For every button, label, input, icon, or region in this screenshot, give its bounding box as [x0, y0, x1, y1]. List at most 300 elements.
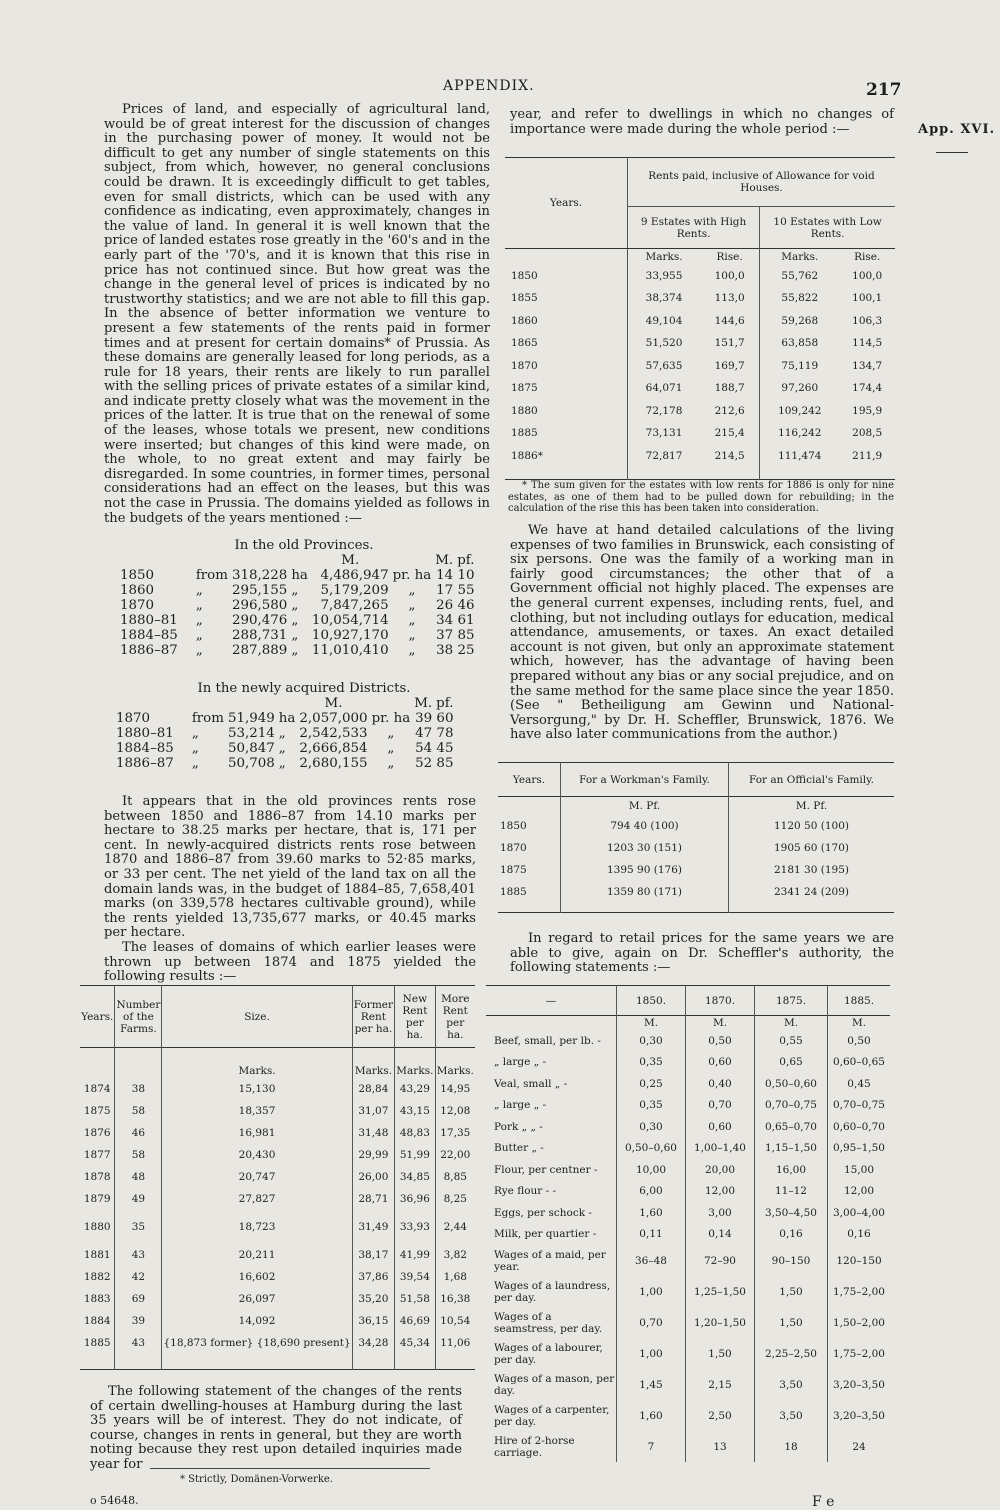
col-1885: 1885. — [843, 994, 875, 1007]
table-cell: 16,38 — [440, 1292, 471, 1305]
stat-per-ha: „ — [387, 741, 395, 756]
table-cell: 0,55 — [755, 1030, 828, 1052]
item-label: Wages of a labourer, per day. — [486, 1338, 617, 1369]
stat-per-ha: „ — [408, 628, 416, 643]
table-cell: 114,5 — [852, 337, 883, 350]
new-districts-block — [104, 681, 484, 771]
col-years: Years. — [80, 986, 115, 1048]
stat-row — [114, 741, 455, 756]
table-row — [486, 1116, 890, 1138]
stat-hectares: 51,949 — [227, 711, 275, 726]
table-cell: 72,817 — [645, 449, 683, 462]
table-cell: 55,762 — [781, 269, 819, 282]
stat-year: 1886–87 — [120, 643, 178, 658]
table-cell: 0,50–0,60 — [755, 1073, 828, 1095]
table-row — [505, 265, 895, 288]
item-label: Wages of a carpenter, per day. — [486, 1400, 617, 1431]
item-label: Butter „ - — [486, 1138, 617, 1160]
item-label: Rye flour - - — [486, 1181, 617, 1203]
table-row — [80, 1100, 475, 1122]
table-cell: 1,20–1,50 — [686, 1307, 755, 1338]
table-cell: 49,104 — [645, 314, 683, 327]
table-cell: 29,99 — [352, 1144, 395, 1166]
table-row — [505, 445, 895, 468]
table-row — [486, 1224, 890, 1246]
stat-from: from — [195, 568, 228, 583]
stat-hectares: 53,214 — [227, 726, 275, 741]
table-cell: 1203 30 (151) — [561, 837, 729, 859]
item-label: Beef, small, per lb. - — [486, 1030, 617, 1052]
paragraph-brunswick: We have at hand detailed calculations of the living expenses of two families in Brunswick, each consisting of six persons. One was the family of a working man in fairly good circumstances; the other that of a Government official not highly placed. The expenses are the general current expenses, including rents, fuel, and clothing, but not including outlays for education, medical attendance, amusements, or taxes. An exact detailed account is not given, but only an approximate statement which, however, has the advantage of having been prepared without any bias or any social prejudice, and on the same method for the same place since the year 1850. (See " Betheiligung am Gewinn und National-Versorgung," by Dr. H. Scheffler, Brunswick, 1876. We have also later communications from the author.) — [510, 523, 894, 743]
stat-from: „ — [195, 583, 203, 598]
table-cell: 188,7 — [700, 377, 760, 400]
table-cell: 1,15–1,50 — [755, 1138, 828, 1160]
table-cell: 0,60 — [686, 1052, 755, 1074]
table-cell: 16,00 — [755, 1159, 828, 1181]
stat-total-marks: 5,179,209 — [320, 583, 389, 598]
unit-rise: Rise. — [854, 250, 881, 263]
stat-pfennig: 85 — [436, 756, 454, 771]
table-cell: 15,00 — [843, 1163, 875, 1176]
table-cell: 90–150 — [755, 1245, 828, 1276]
table-cell: 1,50–2,00 — [832, 1316, 885, 1329]
table-cell: 1,75–2,00 — [832, 1285, 885, 1298]
stat-total-marks: 10,054,714 — [311, 613, 389, 628]
table-cell: 0,70–0,75 — [755, 1095, 828, 1117]
table-row — [486, 1400, 890, 1431]
table-row — [486, 1138, 890, 1160]
stat-total-marks: 10,927,170 — [311, 628, 389, 643]
table-row — [498, 815, 894, 837]
unit-m: M. — [617, 1016, 686, 1031]
stat-row — [118, 613, 477, 628]
table-cell: 1,50 — [755, 1276, 828, 1307]
page-number: 217 — [866, 80, 902, 100]
stat-row — [118, 598, 477, 613]
table-cell: 34,28 — [352, 1332, 395, 1354]
stat-ha: „ — [278, 756, 286, 771]
table-cell: 0,16 — [755, 1224, 828, 1246]
table-cell: 174,4 — [852, 382, 883, 395]
retail-prices-table — [486, 985, 890, 1462]
col-years: Years. — [505, 158, 628, 249]
paragraph-retail: In regard to retail prices for the same years we are able to give, again on Dr. Scheffler's authority, the following statements :— — [510, 931, 894, 976]
table-cell: 116,242 — [778, 427, 822, 440]
table-cell: 12,00 — [843, 1185, 875, 1198]
old-provinces-title: In the old Provinces. — [234, 538, 374, 553]
table-cell: 48,83 — [395, 1122, 435, 1144]
stat-ha: „ — [278, 726, 286, 741]
col-farms: Number of the Farms. — [115, 986, 162, 1048]
table-row — [80, 1078, 475, 1100]
stat-per-ha: „ — [408, 598, 416, 613]
table-cell: 1885 — [80, 1332, 115, 1354]
table-cell: 0,65 — [755, 1052, 828, 1074]
table-cell: 51,520 — [645, 337, 683, 350]
stat-per-ha: „ — [387, 756, 395, 771]
table-cell: 28,71 — [352, 1188, 395, 1210]
stat-year: 1870 — [120, 598, 155, 613]
old-provinces-head — [118, 553, 477, 568]
table-cell: 49 — [115, 1188, 162, 1210]
table-cell: 1879 — [80, 1188, 115, 1210]
stat-hectares: 296,580 — [231, 598, 288, 613]
paragraph-leases: The leases of domains of which earlier leases were thrown up between 1874 and 1875 yielded the following results :— — [104, 939, 476, 985]
running-title: APPENDIX. — [443, 78, 535, 94]
unit-label — [115, 1048, 162, 1078]
table-cell: 1878 — [80, 1166, 115, 1188]
stat-row — [118, 583, 477, 598]
table-cell: 2181 30 (195) — [774, 863, 849, 876]
unit-label: Marks. — [436, 1064, 474, 1077]
stat-row — [114, 756, 455, 771]
table-cell: 41,99 — [395, 1244, 435, 1266]
head-m2: M. — [435, 553, 454, 568]
table-row — [505, 377, 895, 400]
table-cell: 1877 — [80, 1144, 115, 1166]
table-cell: 43,15 — [395, 1100, 435, 1122]
year-cell: 1855 — [505, 287, 628, 310]
table-cell: 0,30 — [617, 1116, 686, 1138]
new-districts-table — [114, 696, 455, 771]
unit-official: M. Pf. — [795, 799, 828, 812]
stat-pfennig: 61 — [457, 613, 475, 628]
stat-hectares: 318,228 — [231, 568, 288, 583]
stat-pfennig: 55 — [457, 583, 475, 598]
item-label: Flour, per centner - — [486, 1159, 617, 1181]
table-row — [486, 1073, 890, 1095]
table-row — [80, 1288, 475, 1310]
table-cell: 113,0 — [700, 287, 760, 310]
unit-label: Marks. — [395, 1048, 435, 1078]
stat-ha: ha — [291, 568, 308, 583]
year-cell: 1880 — [505, 400, 628, 423]
stat-marks: 38 — [436, 643, 454, 658]
table-cell: 10,00 — [617, 1159, 686, 1181]
head-m: M. — [324, 696, 343, 711]
table-cell: 64,071 — [645, 382, 683, 395]
head-pf: pf. — [457, 553, 475, 568]
table-cell: 35 — [115, 1210, 162, 1244]
stat-year: 1860 — [120, 583, 155, 598]
table-cell: 33,93 — [395, 1210, 435, 1244]
year-cell: 1860 — [505, 310, 628, 333]
table-cell: 0,35 — [617, 1052, 686, 1074]
table-cell: 0,11 — [617, 1224, 686, 1246]
domains-leases-table — [80, 985, 475, 1370]
table-cell: 111,474 — [778, 449, 822, 462]
table-cell: 1,00 — [617, 1276, 686, 1307]
stat-marks: 52 — [415, 756, 433, 771]
table-cell: 109,242 — [778, 404, 822, 417]
footnote-domains: * Strictly, Domänen-Vorwerke. — [180, 1474, 333, 1485]
table-cell: 43 — [115, 1244, 162, 1266]
stat-hectares: 50,847 — [227, 741, 275, 756]
table-cell: 0,70 — [617, 1307, 686, 1338]
item-label: Wages of a maid, per year. — [486, 1245, 617, 1276]
year-cell: 1870 — [498, 837, 561, 859]
table-cell: 97,260 — [781, 382, 819, 395]
table-row — [486, 1245, 890, 1276]
table-cell: 0,50–0,60 — [617, 1138, 686, 1160]
table-cell: 12,08 — [440, 1104, 471, 1117]
stat-row — [114, 726, 455, 741]
table-row — [505, 287, 895, 310]
col-high-rents: 9 Estates with High Rents. — [628, 207, 760, 249]
table-cell: 11,06 — [440, 1336, 471, 1349]
table-cell: 0,60 — [686, 1116, 755, 1138]
right-column-lower — [510, 932, 894, 976]
table-cell: 43 — [115, 1332, 162, 1354]
table-cell: 0,40 — [686, 1073, 755, 1095]
table-cell: 0,30 — [617, 1030, 686, 1052]
stat-row — [118, 643, 477, 658]
table-row — [80, 1188, 475, 1210]
table-cell: 0,45 — [847, 1077, 871, 1090]
stat-from: „ — [195, 628, 203, 643]
table-cell: 16,602 — [162, 1266, 352, 1288]
table-cell: 31,49 — [352, 1210, 395, 1244]
table-cell: 3,82 — [443, 1248, 467, 1261]
paragraph-hamburg: The following statement of the changes of the rents of certain dwelling-houses at Hamburg during the last 35 years will be of interest. They do not indicate, of course, changes in rents in general, but they are worth noting because they rest upon detailed inquiries made year for — [90, 1384, 462, 1472]
unit-m: M. — [755, 1016, 828, 1031]
stat-from: „ — [191, 756, 199, 771]
table-row — [486, 1052, 890, 1074]
table-row — [505, 332, 895, 355]
unit-marks: Marks. — [781, 250, 819, 263]
table-row — [505, 422, 895, 445]
table-cell: 38 — [115, 1078, 162, 1100]
table-row — [498, 881, 894, 903]
table-cell: 46,69 — [395, 1310, 435, 1332]
table-cell: 794 40 (100) — [561, 815, 729, 837]
table-row — [80, 1210, 475, 1244]
side-rule — [936, 152, 968, 153]
table-cell: {18,873 former} {18,690 present} — [162, 1332, 352, 1354]
stat-marks: 47 — [415, 726, 433, 741]
stat-per-ha: „ — [408, 583, 416, 598]
stat-per-ha: pr. ha — [371, 711, 411, 726]
table-row — [486, 1307, 890, 1338]
table-cell: 8,85 — [443, 1170, 467, 1183]
table-cell: 214,5 — [700, 445, 760, 468]
table-row — [505, 400, 895, 423]
table-row — [505, 310, 895, 333]
stat-pfennig: 46 — [457, 598, 475, 613]
table-cell: 17,35 — [440, 1126, 471, 1139]
stat-per-ha: „ — [408, 613, 416, 628]
unit-label: Marks. — [352, 1048, 395, 1078]
table-row — [80, 1332, 475, 1354]
table-cell: 0,35 — [617, 1095, 686, 1117]
table-cell: 59,268 — [781, 314, 819, 327]
table-cell: 36,15 — [352, 1310, 395, 1332]
stat-hectares: 290,476 — [231, 613, 288, 628]
table-cell: 3,20–3,50 — [832, 1378, 885, 1391]
new-districts-title: In the newly acquired Districts. — [197, 681, 411, 696]
item-label: Wages of a mason, per day. — [486, 1369, 617, 1400]
table-cell: 39,54 — [395, 1266, 435, 1288]
footnote-rents: * The sum given for the estates with low rents for 1886 is only for nine estates, as one of them had to be pulled down for rebuilding; in the calculation of the rise this has been taken into consideration. — [508, 480, 894, 514]
table-cell: 38,374 — [645, 292, 683, 305]
stat-hectares: 288,731 — [231, 628, 288, 643]
stat-year: 1870 — [116, 711, 151, 726]
paragraph-year-refer: year, and refer to dwellings in which no changes of importance were made during the whole period :— — [510, 107, 894, 137]
table-cell: 3,50–4,50 — [755, 1202, 828, 1224]
table-row — [80, 1310, 475, 1332]
table-cell: 73,131 — [645, 427, 683, 440]
stat-from: „ — [195, 643, 203, 658]
table-cell: 1,60 — [617, 1202, 686, 1224]
table-cell: 0,60–0,65 — [832, 1056, 885, 1069]
table-cell: 20,211 — [162, 1244, 352, 1266]
table-cell: 37,86 — [352, 1266, 395, 1288]
stat-ha: ha — [278, 711, 296, 726]
item-label: Eggs, per schock - — [486, 1202, 617, 1224]
unit-m: M. — [686, 1016, 755, 1031]
table-cell: 1874 — [80, 1078, 115, 1100]
stat-ha: „ — [291, 583, 299, 598]
stat-total-marks: 2,680,155 — [299, 756, 368, 771]
table-cell: 39 — [115, 1310, 162, 1332]
table-cell: 1,68 — [443, 1270, 467, 1283]
item-label: Hire of 2-horse carriage. — [486, 1431, 617, 1462]
table-cell: 14,95 — [440, 1082, 471, 1095]
table-cell: 31,07 — [352, 1100, 395, 1122]
table-cell: 45,34 — [395, 1332, 435, 1354]
left-column-lower — [104, 795, 476, 985]
unit-marks: Marks. — [645, 250, 683, 263]
stat-from: „ — [195, 598, 203, 613]
col-size: Size. — [162, 986, 352, 1048]
table-cell: 1,45 — [617, 1369, 686, 1400]
stat-row — [114, 711, 455, 726]
hamburg-rents-table — [505, 157, 895, 480]
table-cell: 14,092 — [162, 1310, 352, 1332]
table-cell: 31,48 — [352, 1122, 395, 1144]
table-cell: 20,747 — [162, 1166, 352, 1188]
old-provinces-block — [104, 538, 484, 658]
table-cell: 69 — [115, 1288, 162, 1310]
table-cell: 27,827 — [162, 1188, 352, 1210]
item-label: „ large „ - — [486, 1052, 617, 1074]
table-cell: 1,50 — [686, 1338, 755, 1369]
stat-per-ha: pr. ha — [392, 568, 432, 583]
table-cell: 3,00 — [686, 1202, 755, 1224]
year-cell: 1885 — [498, 881, 561, 903]
stat-per-ha: „ — [408, 643, 416, 658]
left-column-bottom — [90, 1385, 462, 1473]
table-cell: 1359 80 (171) — [561, 881, 729, 903]
item-label: „ large „ - — [486, 1095, 617, 1117]
table-cell: 8,25 — [443, 1192, 467, 1205]
col-1875: 1875. — [755, 986, 828, 1016]
table-cell: 20,430 — [162, 1144, 352, 1166]
year-cell: 1850 — [505, 265, 628, 288]
unit-rise: Rise. — [700, 249, 760, 265]
table-cell: 36,96 — [395, 1188, 435, 1210]
year-cell: 1865 — [505, 332, 628, 355]
stat-pfennig: 45 — [436, 741, 454, 756]
table-cell: 1880 — [80, 1210, 115, 1244]
table-cell: 212,6 — [700, 400, 760, 423]
stat-year: 1880–81 — [116, 726, 174, 741]
table-cell: 2,44 — [443, 1220, 467, 1233]
table-cell: 46 — [115, 1122, 162, 1144]
table-cell: 3,20–3,50 — [832, 1409, 885, 1422]
table-cell: 0,14 — [686, 1224, 755, 1246]
table-cell: 151,7 — [700, 332, 760, 355]
table-cell: 208,5 — [852, 427, 883, 440]
living-expenses-table — [498, 762, 894, 913]
table-cell: 18 — [755, 1431, 828, 1462]
year-cell: 1875 — [505, 377, 628, 400]
table-cell: 63,858 — [781, 337, 819, 350]
stat-marks: 17 — [436, 583, 454, 598]
table-cell: 35,20 — [352, 1288, 395, 1310]
table-cell: 34,85 — [395, 1166, 435, 1188]
col-item: — — [486, 986, 617, 1016]
table-cell: 195,9 — [852, 404, 883, 417]
table-cell: 75,119 — [781, 359, 819, 372]
stat-from: „ — [195, 613, 203, 628]
unit-label: Marks. — [162, 1048, 352, 1078]
stat-year: 1884–85 — [116, 741, 174, 756]
year-cell: 1850 — [498, 815, 561, 837]
table-cell: 11–12 — [755, 1181, 828, 1203]
head-m: M. — [341, 553, 360, 568]
head-m2: M. — [414, 696, 433, 711]
table-cell: 3,00–4,00 — [832, 1206, 885, 1219]
stat-pfennig: 25 — [457, 643, 475, 658]
stat-year: 1850 — [120, 568, 155, 583]
stat-total-marks: 11,010,410 — [311, 643, 389, 658]
right-column-middle — [510, 524, 894, 743]
paragraph-land-prices: Prices of land, and especially of agricultural land, would be of great interest for the discussion of changes in the purchasing power of money. It would not be difficult to get any number of single statements on this subject, from which, however, no general conclusions could be drawn. It is exceedingly difficult to get tables, even for small districts, which can be used with any confidence as indicating, even approximately, changes in the value of land. In general it is well known that the price of landed estates rose greatly in the '60's and in the early part of the '70's, and it is known that this rise in price has not continued since. But how great was the change in the general level of prices is indicated by no trustworthy statistics; and we are not able to fill this gap. In the absence of better information we venture to present a few statements of the rents paid in former times and at present for certain domains* of Prussia. As these domains are generally leased for long periods, as a rule for 18 years, their rents are likely to run parallel with the selling prices of private estates of a similar kind, and indicate pretty closely what was the movement in the prices of the latter. It is true that on the renewal of some of the leases, whose totals we present, new conditions were inserted; but changes of this kind were made, on the whole, to no great extent and may fairly be disregarded. In some countries, in former times, personal considerations had an effect on the leases, but this was not the case in Prussia. The domains yielded as follows in the budgets of the years mentioned :— — [104, 102, 490, 526]
table-cell: 1,00 — [617, 1338, 686, 1369]
table-cell: 169,7 — [700, 355, 760, 378]
table-row — [80, 1266, 475, 1288]
table-row — [486, 1030, 890, 1052]
table-cell: 211,9 — [852, 449, 883, 462]
table-row — [486, 1181, 890, 1203]
right-column-top — [510, 108, 894, 137]
stat-ha: „ — [291, 613, 299, 628]
col-years: Years. — [498, 763, 561, 797]
table-row — [80, 1244, 475, 1266]
table-cell: 0,70 — [686, 1095, 755, 1117]
table-cell: 0,60–0,70 — [832, 1120, 885, 1133]
table-cell: 26,097 — [162, 1288, 352, 1310]
table-cell: 38,17 — [352, 1244, 395, 1266]
year-cell: 1886* — [505, 445, 628, 468]
stat-total-marks: 2,057,000 — [299, 711, 368, 726]
table-cell: 100,0 — [700, 265, 760, 288]
table-cell: 3,50 — [755, 1400, 828, 1431]
head-pf: pf. — [436, 696, 454, 711]
table-row — [486, 1338, 890, 1369]
signature-fe: F e — [812, 1494, 835, 1510]
table-row — [486, 1431, 890, 1462]
stat-row — [118, 568, 477, 583]
stat-from: from — [191, 711, 224, 726]
table-cell: 15,130 — [162, 1078, 352, 1100]
table-cell: 3,50 — [755, 1369, 828, 1400]
stat-total-marks: 4,486,947 — [320, 568, 389, 583]
table-cell: 144,6 — [700, 310, 760, 333]
col-official: For an Official's Family. — [748, 773, 875, 786]
item-label: Veal, small „ - — [486, 1073, 617, 1095]
